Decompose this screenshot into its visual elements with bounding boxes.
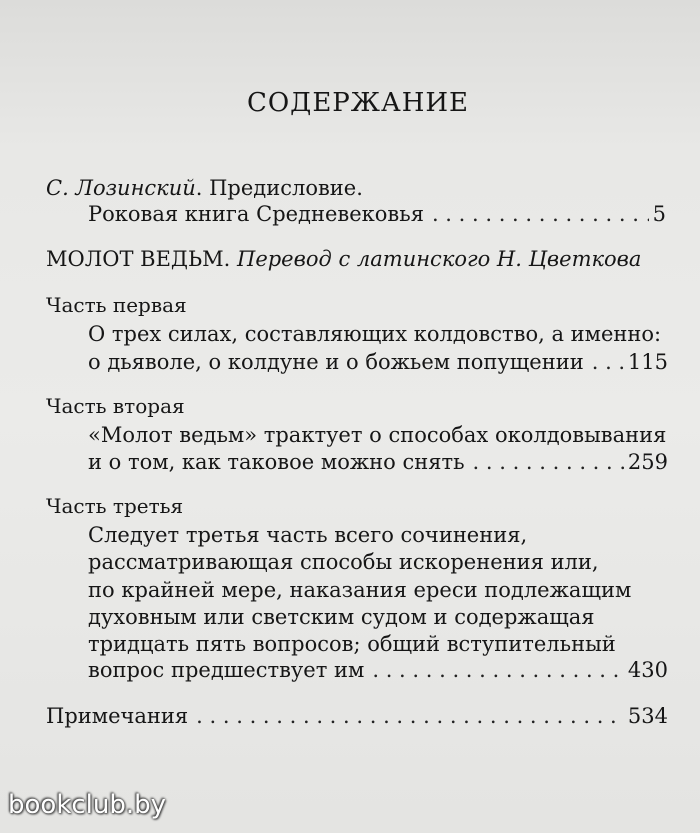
page-number: 430 [627, 658, 668, 682]
part-description-line: тридцать пять вопросов; общий вступительный [88, 632, 616, 656]
toc-entry-part-2[interactable] [88, 449, 668, 475]
part-description-line: и о том, как таковое можно снять [88, 450, 465, 474]
page-number: 534 [627, 704, 668, 728]
part-description-line: Следует третья часть всего сочинения, [88, 523, 528, 547]
toc-entry-part-3[interactable] [88, 657, 668, 683]
part-description-line: «Молот ведьм» трактует о способах околдовывания [88, 423, 667, 447]
toc-entry-notes[interactable] [46, 703, 668, 729]
page-title: СОДЕРЖАНИЕ [246, 88, 470, 118]
page-number: 5 [652, 202, 666, 226]
preface-heading [46, 175, 363, 201]
part-description-line: О трех силах, составляющих колдовство, а именно: [88, 322, 662, 346]
page-number: 259 [627, 450, 668, 474]
leader-dots [473, 449, 624, 475]
part-label: Часть вторая [46, 394, 185, 418]
preface-author: С. Лозинский [46, 176, 196, 200]
toc-entry-preface[interactable] [88, 201, 666, 227]
part-label: Часть третья [46, 494, 184, 518]
part-description-line: духовным или светским судом и содержащая [88, 605, 595, 629]
leader-dots [372, 657, 624, 683]
part-description-line: по крайней мере, наказания ереси подлежащим [88, 578, 632, 602]
leader-dots [432, 201, 649, 227]
toc-entry-part-1[interactable] [88, 349, 668, 375]
main-work-heading [46, 246, 641, 272]
part-description-line: о дьяволе, о колдуне и о божьем попущении [88, 350, 584, 374]
notes-label: Примечания [46, 704, 189, 728]
leader-dots [196, 703, 624, 729]
part-description-line: рассматривающая способы искоренения или, [88, 550, 599, 574]
part-description-line: вопрос предшествует им [88, 658, 365, 682]
part-label: Часть первая [46, 293, 187, 317]
leader-dots [592, 349, 624, 375]
preface-title-line1: . Предисловие. [195, 176, 363, 200]
watermark: bookclub.by [8, 790, 167, 820]
preface-title-line2: Роковая книга Средневековья [88, 202, 424, 226]
page-number: 115 [627, 350, 668, 374]
main-work-translation: Перевод с латинского Н. Цветкова [237, 247, 642, 271]
main-work-title: МОЛОТ ВЕДЬМ. [46, 247, 231, 271]
